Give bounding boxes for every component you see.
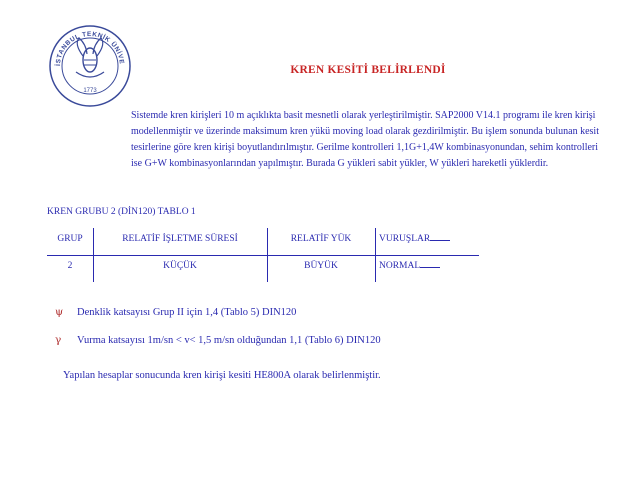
bullet-item-vurma xyxy=(55,334,381,346)
table-divider xyxy=(375,228,376,282)
bullet-text: Vurma katsayısı 1m/sn < v< 1,5 m/sn olduğundan 1,1 (Tablo 6) DIN120 xyxy=(77,335,381,346)
logo-year: 1773 xyxy=(83,88,97,94)
table-header-row xyxy=(47,228,479,256)
table-title: KREN GRUBU 2 (DİN120) TABLO 1 xyxy=(47,207,196,217)
cell-relatif-isletme-suresi: KÜÇÜK xyxy=(163,261,197,271)
table-row xyxy=(47,255,479,282)
header-relatif-isletme-suresi: RELATİF İŞLETME SÜRESİ xyxy=(122,234,238,244)
gamma-symbol-icon: γ xyxy=(55,334,62,346)
header-vuruslar: VURUŞLAR xyxy=(379,228,479,255)
bullet-item-denklik xyxy=(55,306,296,318)
table-divider xyxy=(93,228,94,282)
header-relatif-yuk: RELATİF YÜK xyxy=(290,234,352,244)
conclusion-text: Yapılan hesaplar sonucunda kren kirişi kesiti HE800A olarak belirlenmiştir. xyxy=(63,370,381,381)
page-title: KREN KESİTİ BELİRLENDİ xyxy=(290,64,446,76)
description-paragraph: Sistemde kren kirişleri 10 m açıklıkta basit mesnetli olarak yerleştirilmiştir. SAP2000 V14.1 programı ile kren kirişi modellenmiştir ve üzerinde maksimum kren yükü moving load olarak gezdirilmiştir. Bu işlem sonunda bulunan kesit tesirlerine göre kren kirişi boyutlandırılmıştır. Gerilme kontrolleri 1,1G+1,4W kombinasyonundan, sehim kontrolleri ise G+W kombinasyonlarından yapılmıştır. Burada G yükleri sabit yükler, W yükleri hareketli yüklerdir. xyxy=(131,110,599,169)
itu-seal-icon xyxy=(46,10,134,122)
university-logo xyxy=(46,10,134,122)
crane-group-table xyxy=(47,228,479,282)
cell-relatif-yuk: BÜYÜK xyxy=(304,261,338,271)
header-grup: GRUP xyxy=(57,234,83,244)
psi-symbol-icon: ψ xyxy=(55,306,64,318)
table-divider xyxy=(267,228,268,282)
svg-text:İSTANBUL TEKNİK ÜNİVERSİTESİ: İSTANBUL TEKNİK ÜNİVE xyxy=(54,30,126,67)
cell-vuruslar: NORMAL xyxy=(379,255,479,282)
cell-grup: 2 xyxy=(67,261,73,271)
bullet-text: Denklik katsayısı Grup II için 1,4 (Tablo 5) DIN120 xyxy=(77,307,297,318)
